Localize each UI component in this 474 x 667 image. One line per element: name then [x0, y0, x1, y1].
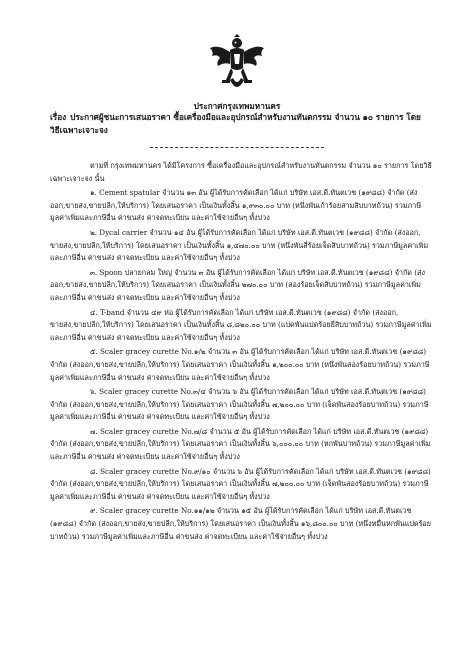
- subject-label: เรื่อง: [50, 112, 67, 122]
- document-body: [50, 160, 432, 545]
- list-item: ๖. Scaler gracey curette No.๓/๔ จำนวน ๖ อัน ผู้ได้รับการคัดเลือก ได้แก่ บริษัท เอส.ดี.ทันตเวช (๑๙๘๘) จำกัด (ส่งออก,ขายส่ง,ขายปลีก,ให้บริการ) โดยเสนอราคา เป็นเงินทั้งสิ้น ๗,๒๐๐.๐๐ บาท (เจ็ดพันสองร้อยบาทถ้วน) รวมภาษีมูลค่าเพิ่มและภาษีอื่น ค่าขนส่ง ค่าจดทะเบียน และค่าใช้จ่ายอื่นๆ ทั้งปวง: [50, 387, 429, 422]
- list-item: ๘. Scaler gracey curette No.๙/๑๐ จำนวน ๖ อัน ผู้ได้รับการคัดเลือก ได้แก่ บริษัท เอส.ดี.ทันตเวช (๑๙๘๘) จำกัด (ส่งออก,ขายส่ง,ขายปลีก,ให้บริการ) โดยเสนอราคา เป็นเงินทั้งสิ้น ๗,๒๐๐.๐๐ บาท (เจ็ดพันสองร้อยบาทถ้วน) รวมภาษีมูลค่าเพิ่มและภาษีอื่น ค่าขนส่ง ค่าจดทะเบียน และค่าใช้จ่ายอื่นๆ ทั้งปวง: [50, 466, 431, 501]
- list-item: ๑. Cement spatular จำนวน ๑๓ อัน ผู้ได้รับการคัดเลือก ได้แก่ บริษัท เอส.ดี.ทันตเวช (๑๙๘๘) จำกัด (ส่งออก,ขายส่ง,ขายปลีก,ให้บริการ) โดยเสนอราคา เป็นเงินทั้งสิ้น ๑,๙๓๐.๐๐ บาท (หนึ่งพันเก้าร้อยสามสิบบาทถ้วน) รวมภาษีมูลค่าเพิ่มและภาษีอื่น ค่าขนส่ง ค่าจดทะเบียน และค่าใช้จ่ายอื่นๆ ทั้งปวง: [50, 188, 422, 223]
- subject-line: [50, 111, 422, 136]
- page-title: ประกาศกรุงเทพมหานคร: [193, 101, 281, 111]
- list-item: ๒. Dycal carrier จำนวน ๑๔ อัน ผู้ได้รับการคัดเลือก ได้แก่ บริษัท เอส.ดี.ทันตเวช (๑๙๘๘) จำกัด (ส่งออก, ขายส่ง,ขายปลีก,ให้บริการ) โดยเสนอราคา เป็นเงินทั้งสิ้น ๑,๔๗๐.๐๐ บาท (หนึ่งพันสี่ร้อยเจ็ดสิบบาทถ้วน) รวมภาษีมูลค่าเพิ่มและภาษีอื่น ค่าขนส่ง ค่าจดทะเบียน และค่าใช้จ่ายอื่นๆ ทั้งปวง: [50, 227, 429, 263]
- intro-paragraph: ตามที่ กรุงเทพมหานคร ได้มีโครงการ ซื้อเครื่องมือและอุปกรณ์สำหรับงานทันตกรรม จำนวน ๑๐ รายการ โดยวิธีเฉพาะเจาะจง นั้น: [50, 161, 432, 183]
- list-item: ๓. Spoon ปลายกลม ใหญ่ จำนวน ๓ อัน ผู้ได้รับการคัดเลือก ได้แก่ บริษัท เอส.ดี.ทันตเวช (๑๙๘๘) จำกัด (ส่งออก,ขายส่ง,ขายปลีก,ให้บริการ) โดยเสนอราคา เป็นเงินทั้งสิ้น ๒๗๐.๐๐ บาท (สองร้อยเจ็ดสิบบาทถ้วน) รวมภาษีมูลค่าเพิ่มและภาษีอื่น ค่าขนส่ง ค่าจดทะเบียน และค่าใช้จ่ายอื่นๆ ทั้งปวง: [50, 267, 425, 302]
- list-item: ๔. T-band จำนวน ๔๙ ห่อ ผู้ได้รับการคัดเลือก ได้แก่ บริษัท เอส.ดี.ทันตเวช (๑๙๘๘) จำกัด (ส่งออก, ขายส่ง,ขายปลีก,ให้บริการ) โดยเสนอราคา เป็นเงินทั้งสิ้น ๘,๘๒๐.๐๐ บาท (แปดพันแปดร้อยยี่สิบบาทถ้วน) รวมภาษีมูลค่าเพิ่มและภาษีอื่น ค่าขนส่ง ค่าจดทะเบียน และค่าใช้จ่ายอื่นๆ ทั้งปวง: [50, 307, 432, 342]
- garuda-emblem-icon: [208, 34, 266, 94]
- subject-text: ประกาศผู้ชนะการเสนอราคา ซื้อเครื่องมือและอุปกรณ์สำหรับงานทันตกรรม จำนวน ๑๐ รายการ โดยวิธีเฉพาะเจาะจง: [50, 112, 421, 135]
- list-item: ๙. Scaler gracey curette No.๑๑/๑๒ จำนวน ๑๕ อัน ผู้ได้รับการคัดเลือก ได้แก่ บริษัท เอส.ดี.ทันตเวช (๑๙๘๘) จำกัด (ส่งออก,ขายส่ง,ขายปลีก,ให้บริการ) โดยเสนอราคา เป็นเงินทั้งสิ้น ๑๖,๘๐๐.๐๐ บาท (หนึ่งหมื่นหกพันแปดร้อยบาทถ้วน) รวมภาษีมูลค่าเพิ่มและภาษีอื่น ค่าขนส่ง ค่าจดทะเบียน และค่าใช้จ่ายอื่นๆ ทั้งปวง: [50, 506, 431, 541]
- list-item: ๗. Scaler gracey curette No.๗/๘ จำนวน ๕ อัน ผู้ได้รับการคัดเลือก ได้แก่ บริษัท เอส.ดี.ทันตเวช (๑๙๘๘) จำกัด (ส่งออก,ขายส่ง,ขายปลีก,ให้บริการ) โดยเสนอราคา เป็นเงินทั้งสิ้น ๖,๐๐๐.๐๐ บาท (หกพันบาทถ้วน) รวมภาษีมูลค่าเพิ่มและภาษีอื่น ค่าขนส่ง ค่าจดทะเบียน และค่าใช้จ่ายอื่นๆ ทั้งปวง: [50, 426, 431, 462]
- list-item: ๕. Scaler gracey curette No.๑/๒ จำนวน ๓ อัน ผู้ได้รับการคัดเลือก ได้แก่ บริษัท เอส.ดี.ทันตเวช (๑๙๘๘) จำกัด (ส่งออก,ขายส่ง,ขายปลีก,ให้บริการ) โดยเสนอราคา เป็นเงินทั้งสิ้น ๑,๒๐๐.๐๐ บาท (หนึ่งพันสองร้อยบาทถ้วน) รวมภาษีมูลค่าเพิ่มและภาษีอื่น ค่าขนส่ง ค่าจดทะเบียน และค่าใช้จ่ายอื่นๆ ทั้งปวง: [50, 347, 430, 382]
- divider: [150, 147, 324, 148]
